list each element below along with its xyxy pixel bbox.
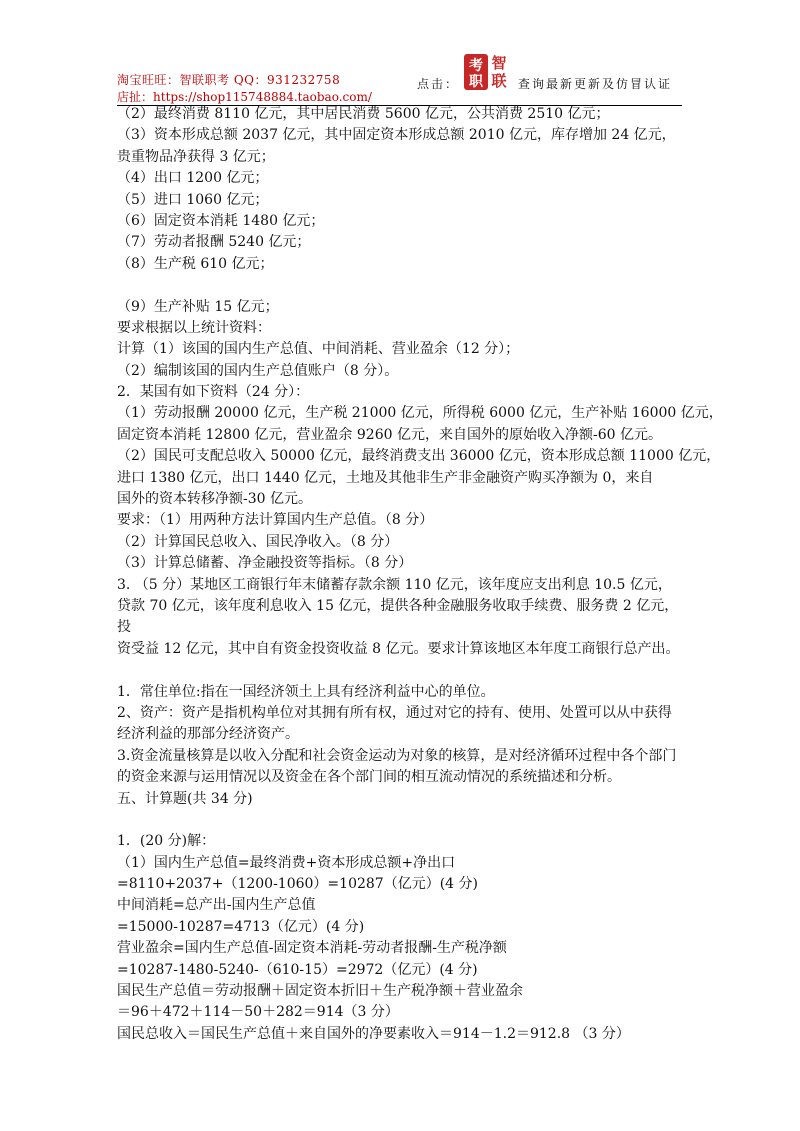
text-line: 固定资本消耗 12800 亿元，营业盈余 9260 亿元，来自国外的原始收入净额-60 亿元。	[117, 426, 662, 443]
text-line: （9）生产补贴 15 亿元；	[117, 298, 279, 315]
spacer	[117, 275, 687, 296]
document-body	[117, 104, 723, 1045]
zhilian-logo-icon[interactable]	[464, 52, 510, 92]
text-line: （8）生产税 610 亿元；	[117, 255, 274, 272]
solutions-section	[117, 831, 687, 1045]
text-line: 3.资金流量核算是以收入分配和社会资金运动为对象的核算，是对经济循环过程中各个部门	[117, 747, 677, 764]
logo-char-kao: 考	[469, 58, 483, 74]
text-line: ＝96＋472＋114－50＋282＝914（3 分）	[117, 1004, 399, 1021]
text-line: 2．某国有如下资料（24 分）：	[117, 384, 310, 401]
text-line: （4）出口 1200 亿元；	[117, 170, 269, 187]
text-line: 国民总收入＝国民生产总值＋来自国外的净要素收入＝914－1.2＝912.8 （3 分）	[117, 1025, 630, 1042]
text-line: 1．常住单位:指在一国经济领土上具有经济利益中心的单位。	[117, 683, 495, 700]
text-line: （2）计算国民总收入、国民净收入。（8 分）	[117, 533, 399, 550]
text-line: （7）劳动者报酬 5240 亿元；	[117, 234, 311, 251]
text-line: 要求：（1）用两种方法计算国内生产总值。（8 分）	[117, 512, 434, 529]
text-line: 国外的资本转移净额-30 亿元。	[117, 491, 312, 508]
spacer	[117, 810, 687, 831]
verify-text: 查询最新更新及仿冒认证	[518, 77, 673, 91]
wangwang-qq-line: 淘宝旺旺：智联职考 QQ：931232758	[117, 73, 341, 87]
text-line: 贷款 70 亿元，该年度利息收入 15 亿元，提供各种金融服务收取手续费、服务费 2 亿元，	[117, 597, 679, 614]
text-line: =10287-1480-5240-（610-15）=2972（亿元）(4 分)	[117, 961, 478, 978]
text-line: 进口 1380 亿元，出口 1440 亿元，土地及其他非生产非金融资产购买净额为 0，来自	[117, 469, 654, 486]
text-line: 要求根据以上统计资料：	[117, 319, 271, 336]
shop-contact-info	[117, 72, 372, 106]
text-line: 计算（1）该国的国内生产总值、中间消耗、营业盈余（12 分）；	[117, 341, 520, 358]
question-1-data-list	[117, 104, 687, 275]
text-line: 1．(20 分)解：	[117, 833, 216, 850]
definitions-section	[117, 682, 687, 810]
text-line: （5）进口 1060 亿元；	[117, 191, 269, 208]
text-line: 投	[117, 619, 131, 636]
text-line: （1）国内生产总值=最终消费+资本形成总额+净出口	[117, 854, 456, 871]
text-line: （2）最终消费 8110 亿元，其中居民消费 5600 亿元，公共消费 2510 亿元；	[117, 106, 610, 122]
text-line: 2、资产：资产是指机构单位对其拥有所有权，通过对它的持有、使用、处置可以从中获得	[117, 704, 672, 721]
shop-label: 店扯：	[117, 90, 154, 104]
text-line: （2）编制该国的国内生产总值账户（8 分）。	[117, 362, 399, 379]
text-line: =15000-10287=4713（亿元）(4 分)	[117, 918, 365, 935]
questions-section	[117, 297, 723, 661]
text-line: 中间消耗=总产出-国内生产总值	[117, 897, 316, 914]
text-line: 营业盈余=国内生产总值-固定资本消耗-劳动者报酬-生产税净额	[117, 940, 507, 957]
page-header	[117, 48, 682, 106]
text-line: 3. （5 分）某地区工商银行年末储蓄存款余额 110 亿元，该年度应支出利息 10.5 亿元，	[117, 576, 672, 593]
text-line: 国民生产总值＝劳动报酬＋固定资本折旧＋生产税净额＋营业盈余	[117, 983, 523, 1000]
logo-char-lian: 联	[491, 72, 507, 90]
logo-char-zhi-top: 智	[491, 54, 507, 72]
text-line: （3）计算总储蓄、净金融投资等指标。（8 分）	[117, 555, 413, 572]
section-heading: 五、计算题(共 34 分)	[117, 790, 253, 807]
click-label: 点击：	[417, 77, 460, 91]
spacer	[117, 660, 687, 681]
text-line: （2）国民可支配总收入 50000 亿元，最终消费支出 36000 亿元，资本形成总额 11000 亿元，	[117, 448, 721, 465]
text-line: 的资金来源与运用情况以及资金在各个部门间的相互流动情况的系统描述和分析。	[117, 769, 621, 786]
text-line: （6）固定资本消耗 1480 亿元；	[117, 212, 325, 229]
text-line: 经济利益的那部分经济资产。	[117, 726, 299, 743]
text-line: （3）资本形成总额 2037 亿元，其中固定资本形成总额 2010 亿元，库存增加 24 亿元，	[117, 127, 676, 144]
text-line: =8110+2037+（1200-1060）=10287（亿元）(4 分)	[117, 876, 478, 893]
text-line: 资受益 12 亿元，其中自有资金投资收益 8 亿元。要求计算该地区本年度工商银行总产出。	[117, 640, 680, 657]
shop-link[interactable]: https://shop115748884.taobao.com/	[153, 90, 372, 104]
logo-char-zhi: 职	[469, 74, 483, 90]
text-line: 贵重物品净获得 3 亿元；	[117, 148, 275, 165]
text-line: （1）劳动报酬 20000 亿元，生产税 21000 亿元，所得税 6000 亿元，生产补贴 16000 亿元，	[117, 405, 723, 422]
